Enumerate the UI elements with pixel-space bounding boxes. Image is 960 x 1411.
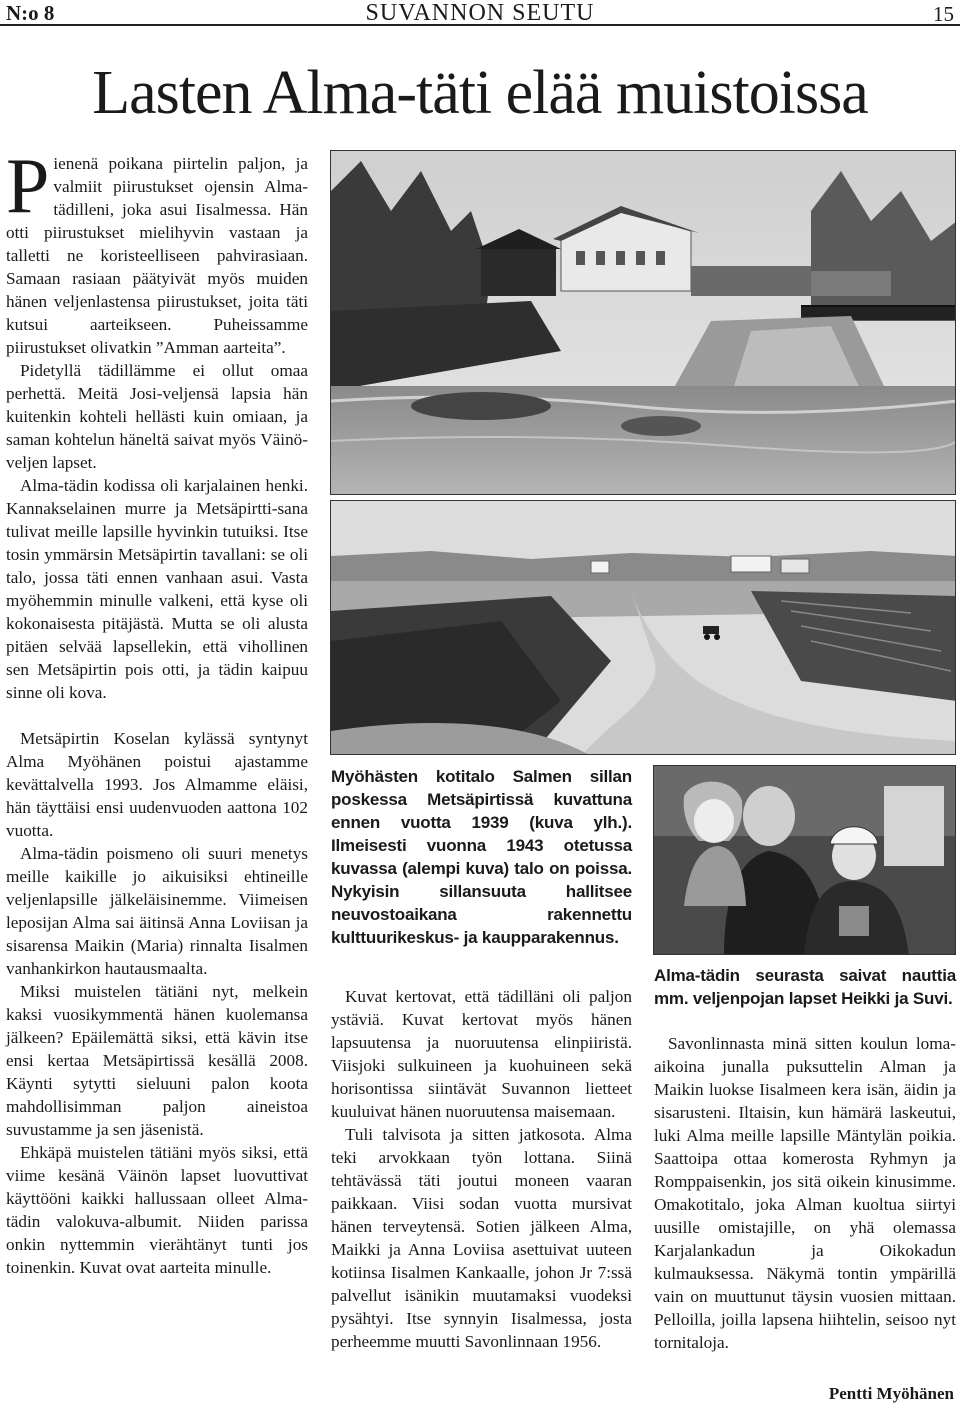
newspaper-title: SUVANNON SEUTU	[365, 0, 595, 26]
page-header	[0, 0, 960, 26]
column-right	[654, 1032, 956, 1354]
paragraph: Miksi muistelen tätiäni nyt, melkein kaksi vuosikymmentä hänen kuolemansa jälkeen? Epäilemättä siksi, että kävin itse ensi kertaa Metsäpirtissä kesällä 2008. Käynti sytytti sieluuni palon koota mahdollisimman paljon aineistoa suvustamme ja sen jäsenistä.	[6, 982, 308, 1139]
paragraph: Tuli talvisota ja sitten jatkosota. Alma teki arvokkaan työn lottana. Siinä tehtävässä täti joutui moneen vaaran paikkaan. Viisi sodan vuotta mursivat hänen terveytensä. Sotien jälkeen Alma, Maikki ja Anna Loviisa asettuivat uuteen kotiinsa Iisalmen Kankaalle, johon Jr 7:ssä palvellut isänikin muutamaksi vuodeksi pysähtyi. Itse synnyin Iisalmessa, josta perheemme muutti Savonlinnaan 1956.	[331, 1125, 632, 1351]
article-headline: Lasten Alma-täti elää muistoissa	[92, 59, 868, 127]
paragraph: Metsäpirtin Koselan kylässä syntynyt Alma Myöhänen poistui ajastamme kevättalvella 1993. Jos Almamme eläisi, hän täyttäisi ensi uudenvuoden aattona 102 vuotta.	[6, 729, 308, 840]
column-middle	[331, 985, 632, 1353]
paragraph: Pidetyllä tädillämme ei ollut omaa perhettä. Meitä Josi-veljensä lapsia hän kuitenkin kohteli hellästi kuin omiaan, ja saman kohtelun häneltä saivat myös Väinö-veljen lapset.	[6, 361, 308, 472]
caption-photos-house: Myöhästen kotitalo Salmen sillan poskessa Metsäpirtissä kuvattuna ennen vuotta 1939 (kuva ylh.). Ilmeisesti vuonna 1943 otetussa kuvassa (alempi kuva) talo on poissa. Nykyisin sillansuuta hallitsee neuvostoaikana rakennettu kulttuurikeskus- ja kaupparakennus.	[331, 767, 632, 947]
caption-photo-alma: Alma-tädin seurasta saivat nauttia mm. veljenpojan lapset Heikki ja Suvi.	[654, 966, 956, 1008]
paragraph: Alma-tädin kodissa oli karjalainen henki. Kannakselainen murre ja Metsäpirtti-sana tulivat meille lapsille hyvinkin tutuiksi. Itse tosin ymmärsin Metsäpirtin tavallani: se oli talo, jossa täti ennen vanhaan asui. Vasta myöhemmin minulle valkeni, että kyse oli kokonaisesta pitäjästä. Mutta se oli alusta pitäen selvää lapsellekin, että vihollinen sen Metsäpirtin pois otti, ja tädin kaipuu sinne oli kova.	[6, 476, 308, 702]
paragraph: Pienenä poikana piirtelin paljon, ja valmiit piirustukset ojensin Alma-tädilleni, joka asui Iisalmessa. Hän otti piirustukset mielihyvin vastaan ja talletti ne koristeelliseen pahvirasiaan. Samaan rasiaan päätyivät myös muiden hänen veljenlastensa piirustukset, joita täti kutsui aarteikseen. Puheissamme piirustukset olivatkin ”Amman aarteita”.	[6, 142, 308, 357]
author-byline: Pentti Myöhänen	[828, 1384, 954, 1403]
photo-house-image	[331, 151, 956, 495]
photo-house-by-bridge	[330, 150, 956, 495]
issue-number: N:o 8	[6, 1, 55, 25]
paragraph: Savonlinnasta minä sitten koulun loma-aikoina junalla puksuttelin Alman ja Maikin luokse Iisalmeen kera isän, äidin ja sisarusteni. Iltaisin, kun hämärä laskeutui, luki Alma meille lapsille Mäntylän poikia. Saattoipa ottaa komerosta Ryhmyn ja Romppaisenkin, jos sitä oikein kinusimme. Omakotitalo, joka Alman kuoltua siirtyi uusille omistajille, on yhä olemassa Karjalankadun ja Oikokadun kulmauksessa. Näkymä tontin ympärillä vain on muuttunut täysin vuosien mittaan. Pelloilla, joilla lapsena hiihtelin, seisoo nyt tornitaloja.	[654, 1034, 956, 1352]
photo-alma-with-children	[653, 765, 956, 955]
photo-alma-image	[654, 766, 956, 955]
paragraph: Kuvat kertovat, että tädilläni oli paljon ystäviä. Kuvat kertovat myös hänen lapsuutensa ja nuoruutensa elinpiiristä. Viisjoki sulkuineen ja kuohuineen sekä horisontissa siintävät Suvannon lietteet kuuluivat hänen nuoruutensa maisemaan.	[331, 987, 632, 1121]
photo-road-image	[331, 501, 956, 755]
paragraph: Ehkäpä muistelen tätiäni myös siksi, että viime kesänä Väinön lapset luovuttivat käyttööni kaikki hallussaan olleet Alma-tädin valokuva-albumit. Niiden parissa onkin nyttemmin vierähtänyt tunti jos toinenkin. Kuvat ovat aarteita minulle.	[6, 1143, 308, 1277]
column-left	[6, 142, 308, 1279]
drop-cap: P	[6, 142, 50, 229]
photo-road-after-war	[330, 500, 956, 755]
paragraph: Alma-tädin poismeno oli suuri menetys meille kaikille jo aikuisiksi ehtineille veljenlapsille jälkeläisinemme. Viimeisen leposijan Alma sai äitinsä Anna Loviisan ja sisarensa Maikin (Maria) rinnalta Iisalmen vanhankirkon hautausmaalta.	[6, 844, 308, 978]
page-number: 15	[933, 2, 954, 26]
